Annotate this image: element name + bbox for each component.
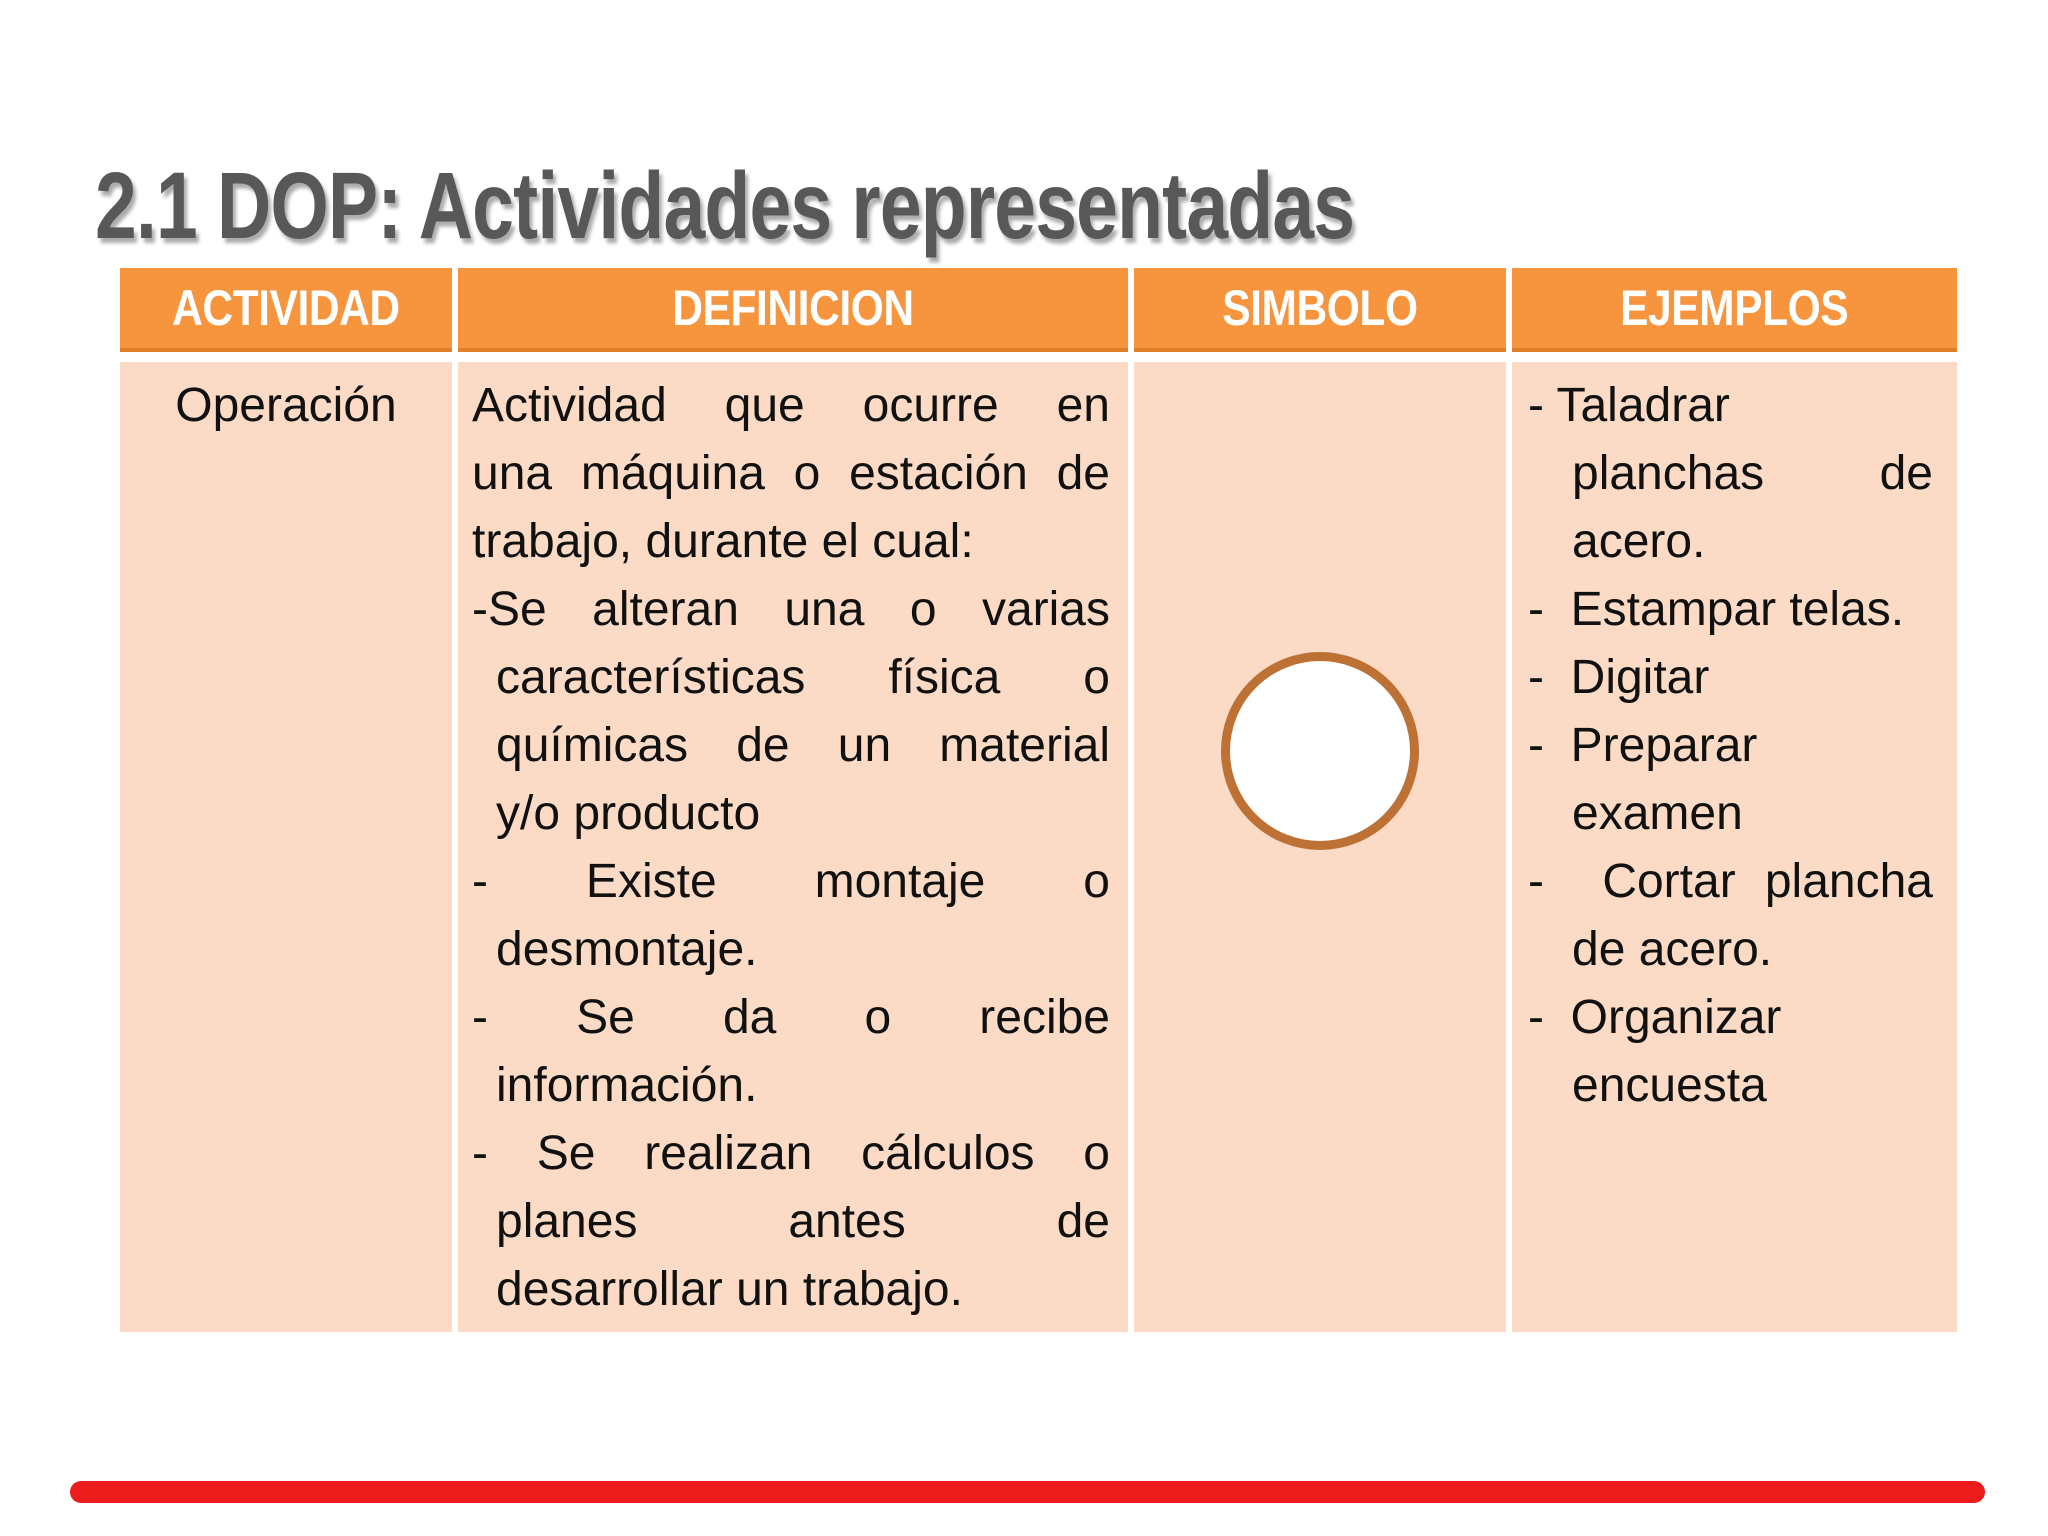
text-line: - Existe montaje o <box>472 855 1110 908</box>
operation-circle-icon <box>1221 652 1419 850</box>
cell-definicion <box>458 362 1128 1332</box>
text-line: - Se da o recibe <box>472 991 1110 1044</box>
text-line: Actividad que ocurre en <box>472 379 1110 432</box>
bottom-accent-bar <box>70 1481 1985 1503</box>
header-cell-ejemplos <box>1512 268 1957 352</box>
text-line: desmontaje. <box>496 923 758 976</box>
page-title <box>95 152 1689 259</box>
header-label: DEFINICION <box>672 280 914 336</box>
text-line: -Se alteran una o varias <box>472 583 1110 636</box>
text-line: - Preparar <box>1528 719 1758 772</box>
header-label: EJEMPLOS <box>1620 280 1849 336</box>
text-line: examen <box>1572 787 1743 840</box>
text-line: - Organizar <box>1528 991 1782 1044</box>
text-line: - Se realizan cálculos o <box>472 1127 1110 1180</box>
text-line: de acero. <box>1572 923 1773 976</box>
text-line: características física o <box>496 651 1110 704</box>
header-label: SIMBOLO <box>1222 280 1418 336</box>
table-header-row <box>120 268 1957 352</box>
text-line: desarrollar un trabajo. <box>496 1263 963 1316</box>
text-line: planes antes de <box>496 1195 1110 1248</box>
cell-ejemplos <box>1512 362 1957 1332</box>
header-label: ACTIVIDAD <box>172 280 400 336</box>
header-cell-simbolo <box>1134 268 1506 352</box>
cell-actividad: Operación <box>120 362 452 1332</box>
activities-table <box>120 268 1957 1332</box>
text-line: - Cortar plancha <box>1528 855 1933 908</box>
header-cell-actividad <box>120 268 452 352</box>
header-cell-definicion <box>458 268 1128 352</box>
page-title-text: 2.1 DOP: Actividades representadas <box>95 152 1355 259</box>
text-line: - Taladrar <box>1528 379 1730 432</box>
text-line: acero. <box>1572 515 1706 568</box>
text-line: encuesta <box>1572 1059 1767 1112</box>
text-line: y/o producto <box>496 787 761 840</box>
table-body-row <box>120 362 1957 1332</box>
text-line: planchas de <box>1572 447 1933 500</box>
text-line: una máquina o estación de <box>472 447 1110 500</box>
text-line: - Digitar <box>1528 651 1710 704</box>
text-line: químicas de un material <box>496 719 1110 772</box>
text-line: trabajo, durante el cual: <box>472 515 974 568</box>
cell-simbolo <box>1134 362 1506 1332</box>
text-line: información. <box>496 1059 758 1112</box>
text-line: - Estampar telas. <box>1528 583 1905 636</box>
